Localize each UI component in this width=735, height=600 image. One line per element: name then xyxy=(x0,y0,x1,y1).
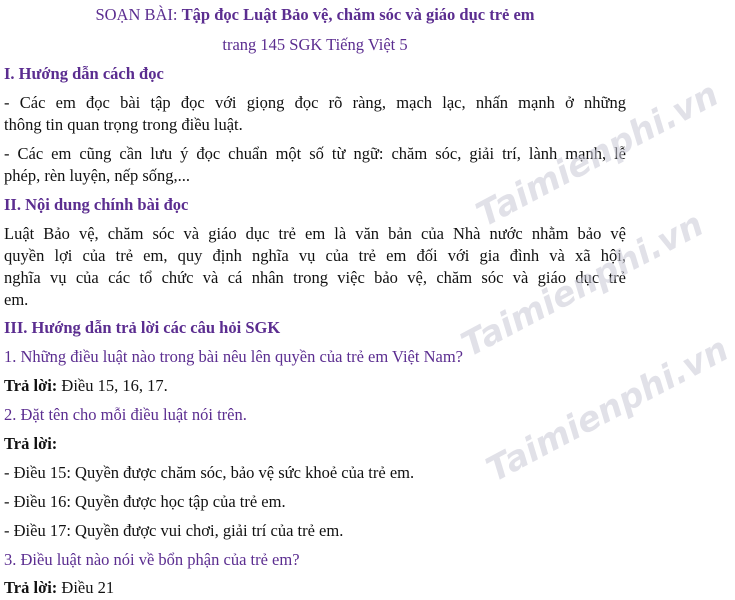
answer-3 xyxy=(4,577,626,599)
section-1-paragraph-1-line-1: - Các em đọc bài tập đọc với giọng đọc rõ ràng, mạch lạc, nhấn mạnh ở những xyxy=(4,93,626,112)
title-prefix: SOẠN BÀI: xyxy=(95,5,182,24)
section-2-heading: II. Nội dung chính bài đọc xyxy=(4,195,189,214)
watermark: Taimienphi.vn xyxy=(455,204,711,366)
section-2-line-4: em. xyxy=(4,290,29,309)
watermark: Taimienphi.vn xyxy=(480,329,735,491)
question-2: 2. Đặt tên cho mỗi điều luật nói trên. xyxy=(4,405,247,424)
question-3: 3. Điều luật nào nói về bổn phận của trẻ em? xyxy=(4,550,300,569)
answer-2-label: Trả lời: xyxy=(4,434,58,453)
answer-1 xyxy=(4,375,626,397)
answer-3-label: Trả lời: xyxy=(4,578,62,597)
section-3-heading: III. Hướng dẫn trả lời các câu hỏi SGK xyxy=(4,318,281,337)
question-1: 1. Những điều luật nào trong bài nêu lên quyền của trẻ em Việt Nam? xyxy=(4,347,463,366)
answer-1-text: Điều 15, 16, 17. xyxy=(61,376,168,395)
answer-2-line-1: - Điều 15: Quyền được chăm sóc, bảo vệ sức khoẻ của trẻ em. xyxy=(4,463,415,482)
answer-1-label: Trả lời: xyxy=(4,376,62,395)
watermark: Taimienphi.vn xyxy=(470,74,726,236)
section-1-heading: I. Hướng dẫn cách đọc xyxy=(4,64,164,83)
document-title xyxy=(0,4,630,26)
section-2-line-3: nghĩa vụ của các tổ chức và cá nhân trong việc bảo vệ, chăm sóc và giáo dục trẻ xyxy=(4,268,626,287)
section-2-line-1: Luật Bảo vệ, chăm sóc và giáo dục trẻ em là văn bản của Nhà nước nhằm bảo vệ xyxy=(4,224,626,243)
answer-2-line-3: - Điều 17: Quyền được vui chơi, giải trí của trẻ em. xyxy=(4,521,344,540)
section-1-paragraph-1-line-2: thông tin quan trọng trong điều luật. xyxy=(4,115,243,134)
answer-2-line-2: - Điều 16: Quyền được học tập của trẻ em. xyxy=(4,492,286,511)
section-1-paragraph-2-line-1: - Các em cũng cần lưu ý đọc chuẩn một số từ ngữ: chăm sóc, giải trí, lành mạnh, lễ xyxy=(4,144,626,163)
section-2-line-2: quyền lợi của trẻ em, quy định nghĩa vụ của trẻ em đối với gia đình và xã hội, xyxy=(4,246,626,265)
document-subtitle: trang 145 SGK Tiếng Việt 5 xyxy=(222,35,408,54)
title-main: Tập đọc Luật Bảo vệ, chăm sóc và giáo dục trẻ em xyxy=(181,5,535,24)
answer-3-text: Điều 21 xyxy=(61,578,115,597)
section-1-paragraph-2-line-2: phép, rèn luyện, nếp sống,... xyxy=(4,166,191,185)
